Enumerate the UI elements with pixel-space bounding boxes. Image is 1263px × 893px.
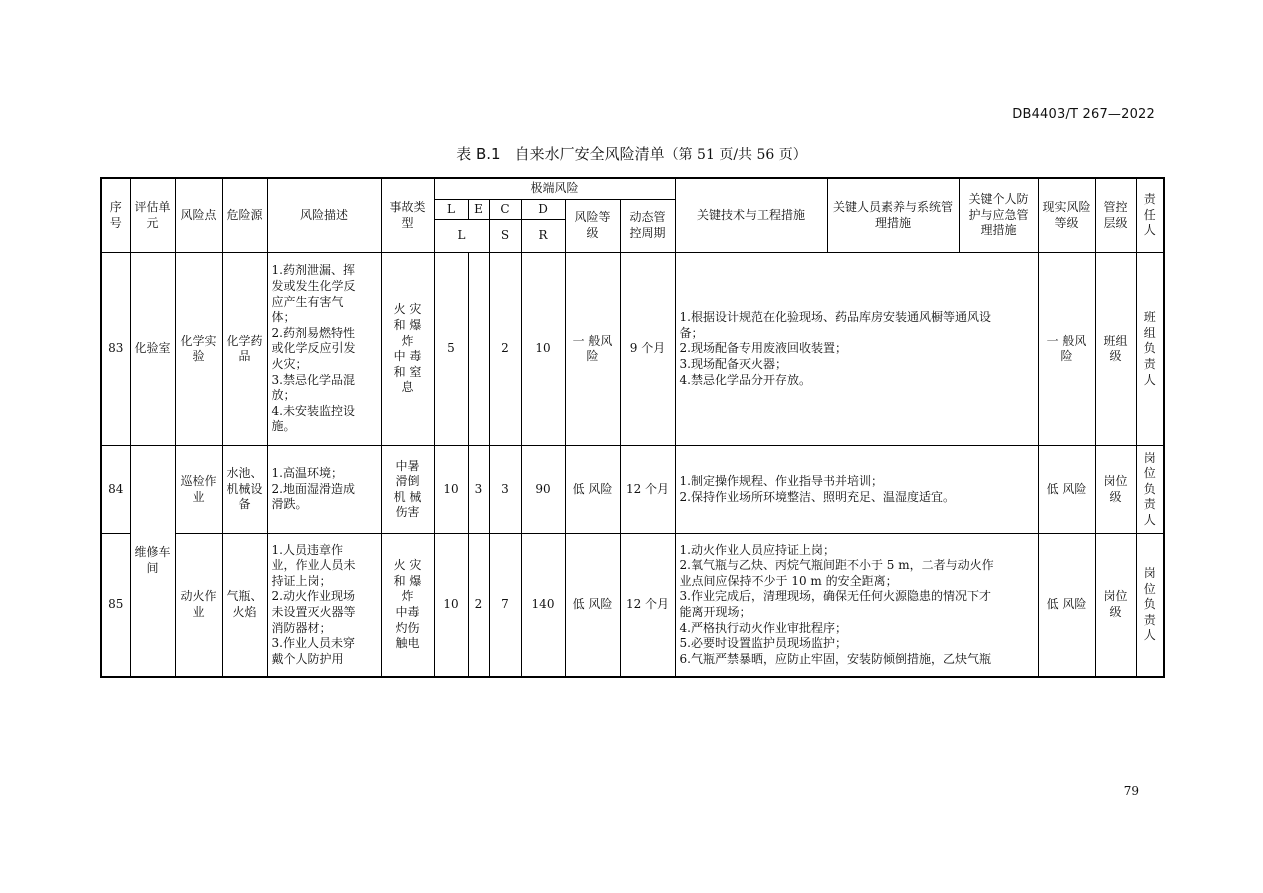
row-control-level: 岗位级 (1095, 534, 1136, 677)
desc-line: 体； (271, 310, 296, 325)
tech-line: 5.必要时设置监护员现场监护； (679, 636, 847, 651)
desc-line: 1.高温环境； (271, 466, 343, 481)
header-unit: 评估单元 (130, 178, 175, 253)
tech-line: 3.作业完成后，清理现场，确保无任何火源隐患的情况下才 (679, 589, 991, 604)
row-period: 12 个月 (620, 534, 675, 677)
header-L: L (434, 199, 468, 220)
row-source: 水池、机械设备 (222, 446, 267, 534)
tech-line: 业点间应保持不少于 10 m 的安全距离； (679, 573, 898, 588)
row-actual-level: 一 般风险 (1038, 253, 1095, 446)
desc-line: 消防器材； (271, 620, 332, 635)
row-C: 7 (489, 534, 521, 677)
desc-line: 2.动火作业现场 (271, 589, 355, 604)
header-desc: 风险描述 (267, 178, 381, 253)
row-control-level: 班组级 (1095, 253, 1136, 446)
tech-line: 4.禁忌化学品分开存放。 (679, 372, 811, 387)
header-S: S (489, 220, 521, 253)
row-source: 气瓶、火焰 (222, 534, 267, 677)
row-actual-level: 低 风险 (1038, 534, 1095, 677)
accident-line: 伤害 (395, 505, 420, 520)
row-point: 化学实验 (175, 253, 222, 446)
tech-line: 1.动火作业人员应持证上岗； (679, 542, 835, 557)
row-C: 2 (489, 253, 521, 446)
row-period: 12 个月 (620, 446, 675, 534)
accident-line: 和 窒 (393, 364, 422, 379)
row-accident (381, 534, 434, 677)
row-L: 10 (434, 446, 468, 534)
row-accident (381, 253, 434, 446)
header-ppe: 关键个人防护与应急管理措施 (959, 178, 1038, 253)
header-accident: 事故类型 (381, 178, 434, 253)
desc-line: 4.未安装监控设 (271, 403, 355, 418)
table-row (101, 253, 1164, 446)
header-row (101, 178, 1164, 199)
accident-line: 中 毒 (393, 349, 422, 364)
header-control-level: 管控层级 (1095, 178, 1136, 253)
tech-line: 能离开现场； (679, 604, 752, 619)
accident-line: 炸 (401, 589, 414, 604)
header-level: 风险等级 (565, 199, 620, 253)
header-D: D (521, 199, 565, 220)
row-control-level: 岗位级 (1095, 446, 1136, 534)
desc-line: 或化学反应引发 (271, 341, 356, 356)
risk-table (100, 177, 1165, 678)
row-D: 90 (521, 446, 565, 534)
row-desc (267, 446, 381, 534)
desc-line: 滑跌。 (271, 497, 308, 512)
tech-line: 2.现场配备专用废液回收装置； (679, 341, 847, 356)
table-page-info: （第 51 页/共 56 页） (664, 147, 807, 163)
accident-line: 机 械 (393, 489, 422, 504)
row-E: 2 (468, 534, 489, 677)
row-D: 10 (521, 253, 565, 446)
row-source: 化学药品 (222, 253, 267, 446)
row-level: 低 风险 (565, 446, 620, 534)
page-number: 79 (1123, 784, 1139, 798)
accident-line: 炸 (401, 333, 414, 348)
row-point: 动火作业 (175, 534, 222, 677)
accident-line: 滑倒 (395, 474, 420, 489)
accident-line: 和 爆 (393, 318, 422, 332)
accident-line: 中毒 (395, 604, 420, 619)
accident-line: 息 (401, 380, 414, 395)
row-L: 10 (434, 534, 468, 677)
header-responsible: 责任人 (1136, 178, 1164, 253)
tech-line: 1.根据设计规范在化验现场、药品库房安装通风橱等通风设 (679, 310, 991, 325)
accident-line: 火 灾 (393, 558, 422, 573)
row-D: 140 (521, 534, 565, 677)
tech-line: 2.氧气瓶与乙炔、丙烷气瓶间距不小于 5 m，二者与动火作 (679, 558, 994, 573)
desc-line: 业，作业人员未 (271, 558, 356, 573)
row-tech (675, 253, 1038, 446)
desc-line: 2.地面湿滑造成 (271, 481, 355, 496)
row-responsible: 岗位负责人 (1136, 534, 1164, 677)
header-point: 风险点 (175, 178, 222, 253)
desc-line: 放； (271, 388, 296, 403)
desc-line: 3.禁忌化学品混 (271, 372, 355, 387)
desc-line: 2.药剂易燃特性 (271, 325, 355, 340)
row-E (468, 253, 489, 446)
tech-line: 6.气瓶严禁暴晒，应防止牢固，安装防倾倒措施，乙炔气瓶 (679, 651, 991, 666)
header-personnel: 关键人员素养与系统管理措施 (827, 178, 959, 253)
accident-line: 中暑 (395, 458, 420, 473)
desc-line: 火灾； (271, 356, 308, 371)
row-E: 3 (468, 446, 489, 534)
header-R: R (521, 220, 565, 253)
row-level: 一 般风险 (565, 253, 620, 446)
row-seq: 83 (101, 253, 130, 446)
tech-line: 2.保持作业场所环境整洁、照明充足、温湿度适宜。 (679, 489, 955, 504)
row-unit: 化验室 (130, 253, 175, 446)
table-title (0, 143, 1263, 164)
header-E: E (468, 199, 489, 220)
desc-line: 未设置灭火器等 (271, 604, 356, 619)
standard-code: DB4403/T 267—2022 (1012, 107, 1155, 122)
desc-line: 3.作业人员未穿 (271, 636, 355, 651)
row-point: 巡检作业 (175, 446, 222, 534)
table-row (101, 534, 1164, 677)
row-responsible: 岗位负责人 (1136, 446, 1164, 534)
desc-line: 1.药剂泄漏、挥 (271, 263, 355, 278)
table-main-title: 自来水厂安全风险清单 (514, 145, 665, 163)
row-unit: 维修车间 (130, 446, 175, 677)
row-C: 3 (489, 446, 521, 534)
row-seq: 85 (101, 534, 130, 677)
row-actual-level: 低 风险 (1038, 446, 1095, 534)
table-row (101, 446, 1164, 534)
tech-line: 1.制定操作规程、作业指导书并培训； (679, 474, 883, 489)
row-accident (381, 446, 434, 534)
header-actual-level: 现实风险等级 (1038, 178, 1095, 253)
desc-line: 施。 (271, 419, 296, 434)
tech-line: 3.现场配备灭火器； (679, 356, 787, 371)
header-tech: 关键技术与工程措施 (675, 178, 827, 253)
tech-line: 备； (679, 325, 704, 340)
desc-line: 1.人员违章作 (271, 542, 343, 557)
accident-line: 和 爆 (393, 573, 422, 588)
desc-line: 应产生有害气 (271, 294, 344, 309)
row-L: 5 (434, 253, 468, 446)
tech-line: 4.严格执行动火作业审批程序； (679, 620, 847, 635)
row-tech (675, 534, 1038, 677)
desc-line: 持证上岗； (271, 573, 332, 588)
header-source: 危险源 (222, 178, 267, 253)
row-tech (675, 446, 1038, 534)
row-desc (267, 253, 381, 446)
row-level: 低 风险 (565, 534, 620, 677)
accident-line: 火 灾 (393, 302, 422, 317)
header-C: C (489, 199, 521, 220)
desc-line: 发或发生化学反 (271, 279, 356, 294)
accident-line: 灼伤 (395, 620, 420, 635)
row-desc (267, 534, 381, 677)
table-label: 表 B.1 (456, 145, 501, 163)
row-seq: 84 (101, 446, 130, 534)
header-seq: 序号 (101, 178, 130, 253)
row-responsible: 班组负责人 (1136, 253, 1164, 446)
desc-line: 戴个人防护用 (271, 651, 344, 666)
row-period: 9 个月 (620, 253, 675, 446)
header-L2: L (434, 220, 489, 253)
accident-line: 触电 (395, 636, 420, 651)
header-extreme: 极端风险 (434, 178, 675, 199)
header-period: 动态管控周期 (620, 199, 675, 253)
